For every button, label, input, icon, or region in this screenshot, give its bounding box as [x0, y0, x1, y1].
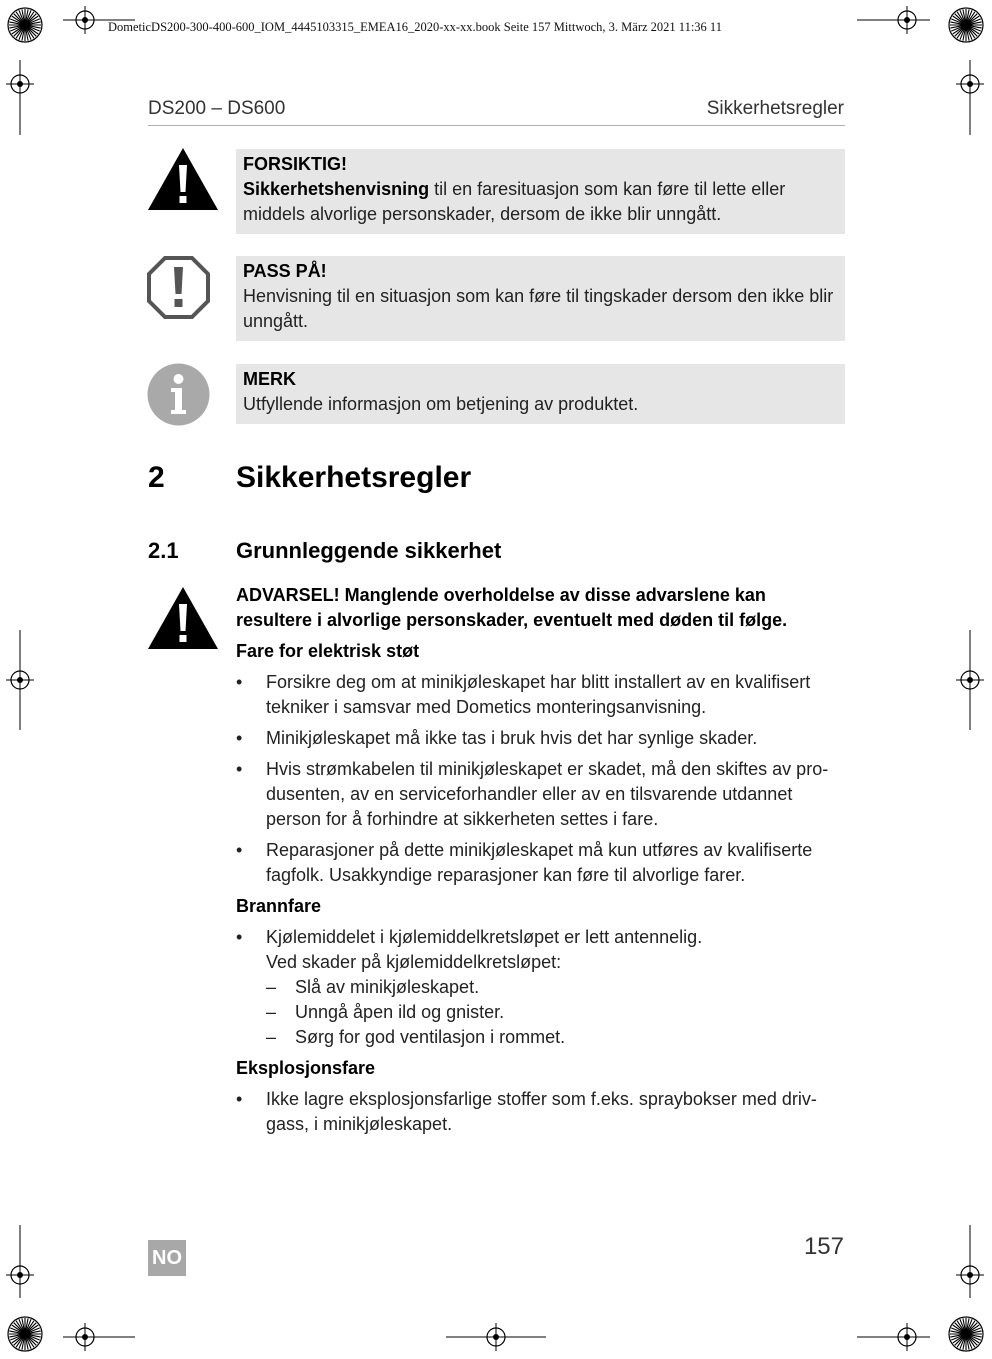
fire-item-line1: • Kjølemiddelet i kjølemiddelkretsløpet er lett antennelig.: [266, 927, 703, 947]
list-item: • Reparasjoner på dette minikjøleskapet må kun utføres av kvalifiserte fagfolk. Usakkyndige reparasjoner kan føre til alvorlige farer.: [236, 838, 845, 888]
list-item: [236, 925, 845, 1050]
header-chapter: Sikkerhetsregler: [706, 98, 844, 119]
sub-list-item: – Unngå åpen ild og gnister.: [266, 1000, 845, 1025]
info-circle-icon: [147, 363, 210, 426]
explosion-heading: Eksplosjonsfare: [236, 1058, 376, 1078]
sub-list-item: – Slå av minikjøleskapet.: [266, 975, 845, 1000]
subsection-number: 2.1: [148, 538, 179, 563]
warning-triangle-icon: [148, 148, 218, 210]
header-rule: [148, 125, 845, 126]
notice-text: Henvisning til en situasjon som kan føre til tingskader dersom den ikke blir unngått.: [243, 286, 834, 331]
warning-lead: ADVARSEL! Manglende overholdelse av disse advarslene kan resultere i alvorlige personskader, eventuelt med døden til følge.: [236, 585, 788, 630]
fire-item-line2: Ved skader på kjølemiddelkretsløpet:: [266, 952, 562, 972]
list-item: • Ikke lagre eksplosjonsfarlige stoffer som f.eks. spraybokser med driv-gass, i minikjøleskapet.: [236, 1087, 845, 1137]
safety-body: [236, 583, 845, 1143]
fire-heading: Brannfare: [236, 896, 322, 916]
caution-notice: [236, 149, 845, 234]
electric-heading: Fare for elektrisk støt: [236, 641, 420, 661]
warning-triangle-icon: [148, 587, 218, 649]
page-number: 157: [803, 1233, 844, 1260]
notice-title: PASS PÅ!: [243, 261, 327, 281]
info-text: Utfyllende informasjon om betjening av produktet.: [243, 394, 639, 414]
list-item: • Minikjøleskapet må ikke tas i bruk hvis det har synlige skader.: [236, 726, 845, 751]
fire-list: [236, 925, 845, 1050]
language-tab: NO: [148, 1240, 186, 1276]
info-title: MERK: [243, 369, 296, 389]
info-notice: [236, 364, 845, 424]
caution-octagon-icon: [147, 256, 210, 319]
caution-text: til en faresituasjon som kan føre til lette eller middels alvorlige personskader, dersom de ikke blir unngått.: [243, 179, 786, 224]
caution-lead: Sikkerhetshenvisning: [243, 179, 430, 199]
print-info-line: DometicDS200-300-400-600_IOM_4445103315_EMEA16_2020-xx-xx.book Seite 157 Mittwoch, 3. März 2021 11:36 11: [108, 20, 722, 34]
notice-property: [236, 256, 845, 341]
section-number: 2: [148, 461, 165, 494]
fire-sublist: [266, 975, 845, 1050]
section-title: Sikkerhetsregler: [236, 461, 472, 494]
header-product: DS200 – DS600: [148, 98, 286, 119]
subsection-title: Grunnleggende sikkerhet: [236, 538, 502, 563]
caution-title: FORSIKTIG!: [243, 154, 347, 174]
electric-list: [236, 670, 845, 888]
list-item: • Hvis strømkabelen til minikjøleskapet er skadet, må den skiftes av pro-dusenten, av en serviceforhandler eller av en tilsvarende utdannet person for å forhindre at sikkerheten settes i fare.: [236, 757, 845, 832]
list-item: • Forsikre deg om at minikjøleskapet har blitt installert av en kvalifisert tekniker i samsvar med Dometics monteringsanvisning.: [236, 670, 845, 720]
explosion-list: [236, 1087, 845, 1137]
sub-list-item: – Sørg for god ventilasjon i rommet.: [266, 1025, 845, 1050]
